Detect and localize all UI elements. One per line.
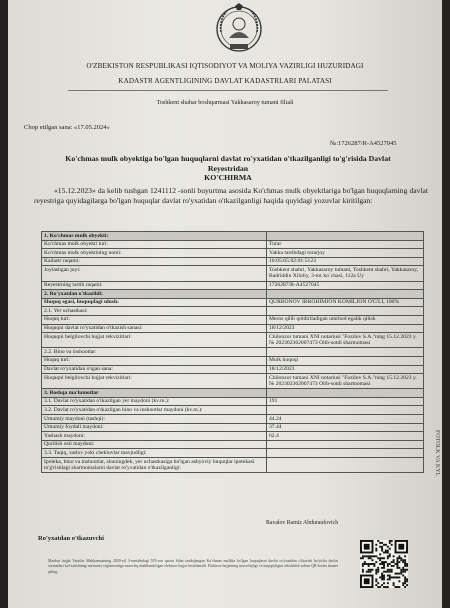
field-label: 1. Ko'chmas mulk obyekti: (42, 232, 267, 241)
field-value: Mulk huquqi (267, 356, 424, 365)
field-label: Umumiy maydoni (tashqi): (42, 415, 267, 424)
print-date: Chop etilgan sana: «17.05.2024» (24, 124, 110, 131)
field-value: 1726287/R-A4527045 (267, 281, 424, 290)
qr-code[interactable] (360, 540, 408, 588)
agency-name: KADASTR AGENTLIGINING DAVLAT KADASTRLARI PALATASI (118, 77, 332, 85)
field-label: Joylashgan joyi: (42, 266, 267, 281)
intro-paragraph: «15.12.2023» da kelib tushgan 1241112 -sonli buyurtma asosida Ko'chmas mulk obyektlariga bo'lgan huquqlarning davlat reyestriga quyidagilarga bo'lgan huquqlar davlat ro'yxatidan o'tkazilganligi haqida quyidagi yozuvlar kiritilgan: (34, 186, 428, 205)
table-row (42, 415, 424, 424)
branch-name: Toshkent shahar boshqarmasi Yakkasaroy tumani filiali (156, 99, 294, 106)
field-value (267, 458, 424, 473)
field-value: 37.44 (267, 423, 424, 432)
title-line-1: Ko'chmas mulk obyektiga bo'lgan huquqlarni davlat ro'yxatidan o'tkazilganligi to'g'risida Davlat (65, 154, 391, 163)
field-value: Chilonzor tumani XNI notariusi "Fozilov S.A."ning 15.12.2023 y. № 20230236200747З Olib-sotdi shartnomasi (267, 374, 424, 389)
field-value (267, 232, 424, 241)
field-label: Ipoteka, bino va inshootlar, shuningdek, yer uchastkasiga bo'lgan ashyoviy huquqlar ipotekasi to'g'risidagi shartnomalarni davlat ro'yxatidan o'tkazilganligi: (42, 458, 267, 473)
field-label: Ko'chmas mulk obyekti turi: (42, 240, 267, 249)
registrar-name: Ravalov Ramiz Abduraufovich (266, 520, 339, 526)
field-label: Reyestrning tartib raqami: (42, 281, 267, 290)
table-section-row (42, 389, 424, 398)
field-label: 2.1. Yer uchastkasi: (42, 307, 267, 316)
margin-stamp-text: FOTOLK VA KYL (434, 430, 440, 477)
photo-edge-right (442, 0, 450, 608)
photo-edge-left (0, 0, 8, 608)
document-page (8, 0, 442, 608)
table-row (42, 374, 424, 389)
field-label: Huquqni davlat ro'yxatidan o'tkazish sanasi: (42, 324, 267, 333)
table-row (42, 440, 424, 449)
table-row (42, 266, 424, 281)
registry-table (41, 231, 424, 473)
field-value: Meros qilib qoldiriladigan umrbod egalik qilish (267, 315, 424, 324)
field-label: Huquq turi: (42, 356, 267, 365)
state-emblem-icon (213, 2, 265, 54)
title-line-3: KO'CHIRMA (204, 173, 252, 182)
field-value: QURBONOV IBROHIMJON KOMILJON O'G'LI, 100% (267, 298, 424, 307)
field-value: 18/12/2023 (267, 324, 424, 333)
field-label: Yashash maydoni: (42, 432, 267, 441)
table-row (42, 307, 424, 316)
table-section-row (42, 232, 424, 241)
table-row (42, 423, 424, 432)
table-row (42, 406, 424, 415)
table-row (42, 257, 424, 266)
field-label: Davlat ro'yxatidan o'tgan sana: (42, 365, 267, 374)
field-label: 3.1. Davlat ro'yxatidan o'tkazilgan yer maydoni (kv.m.): (42, 397, 267, 406)
field-value: 10:05:05:02:01:5123 (267, 257, 424, 266)
field-label: Huquq egasi, huquqdagi ulush: (42, 298, 267, 307)
field-value (267, 348, 424, 357)
field-label: 3.2. Davlat ro'yxatidan o'tkazilgan bino va inshootlar maydoni (kv.m.): (42, 406, 267, 415)
table-row (42, 298, 424, 307)
table-row (42, 249, 424, 258)
field-label: Umumiy foydali maydoni: (42, 423, 267, 432)
field-value (267, 389, 424, 398)
table-row (42, 365, 424, 374)
field-label: Ko'chmas mulk obyektining nomi: (42, 249, 267, 258)
field-label: Huquqni belgilovchi hujjat rekvizitlari: (42, 333, 267, 348)
field-label: Kadastr raqami: (42, 257, 267, 266)
field-label: Qurilish osti maydoni: (42, 440, 267, 449)
table-row (42, 458, 424, 473)
table-row (42, 449, 424, 458)
field-value: Toshkent shahri, Yakkasaroy tumani, Toshkent shahri, Yakkasaroy, Badriddin Xiloliy, 3-tor ko`chasi, 112a Uy (267, 266, 424, 281)
field-value: 18/12/2023 (267, 365, 424, 374)
field-label: Huquq turi: (42, 315, 267, 324)
table-row (42, 333, 424, 348)
legal-footer: Mazkur hujjat Vazirlar Mahkamasining 2020-yil 3-sentabrdagi 535-son qarori bilan tasdiqlangan Ko'chmas mulkka bo'lgan huquqlarni davlat ro'yxatidan o'tkazish bo'yicha davlat xizmatlari ko'rsatishning ma'muriy reglamentiga muvofiq shakllantirilgan elektron hujjat hisoblanadi. Elektron hujjatning muvofiqligi va haqiqiyligini tekshirish uchun QR-kodni skaner qiling. (48, 559, 338, 574)
field-value: Yakka tartibdagi turarjoy (267, 249, 424, 258)
field-value: Turar (267, 240, 424, 249)
field-value: 62.4 (267, 432, 424, 441)
field-value: 44.24 (267, 415, 424, 424)
document-title (28, 154, 428, 183)
table-row (42, 432, 424, 441)
table-section-row (42, 290, 424, 299)
table-row (42, 315, 424, 324)
field-value (267, 307, 424, 316)
field-label: 2.2. Bino va inshootlar: (42, 348, 267, 357)
field-value: Chilonzor tumani XNI notariusi "Fozilov S.A."ning 15.12.2023 y. № 20230236200747З Olib-sotdi shartnomasi (267, 333, 424, 348)
field-value (267, 449, 424, 458)
field-value (267, 440, 424, 449)
field-value: 191 (267, 397, 424, 406)
document-number: №:1726287/R-A4527045 (330, 140, 397, 147)
field-label: 3.3. Taqiq, xatlov yoki cheklovlar mavjudligi: (42, 449, 267, 458)
field-value (267, 290, 424, 299)
field-label: 2. Ro'yxatdan o'tkazildi: (42, 290, 267, 299)
table-row (42, 397, 424, 406)
field-label: 3. Boshqa ma'lumotlar (42, 389, 267, 398)
registrar-label: Ro'yxatdan o'tkazuvchi (38, 535, 104, 542)
table-row (42, 281, 424, 290)
field-value (267, 406, 424, 415)
ministry-name: O'ZBEKISTON RESPUBLIKASI IQTISODIYOT VA MOLIYA VAZIRLIGI HUZURIDAGI (86, 62, 364, 70)
header-divider (68, 90, 388, 91)
table-row (42, 348, 424, 357)
table-row (42, 356, 424, 365)
table-row (42, 240, 424, 249)
field-label: Huquqni belgilovchi hujjat rekvizitlari: (42, 374, 267, 389)
table-row (42, 324, 424, 333)
title-line-2: Reyestridan (207, 163, 249, 173)
